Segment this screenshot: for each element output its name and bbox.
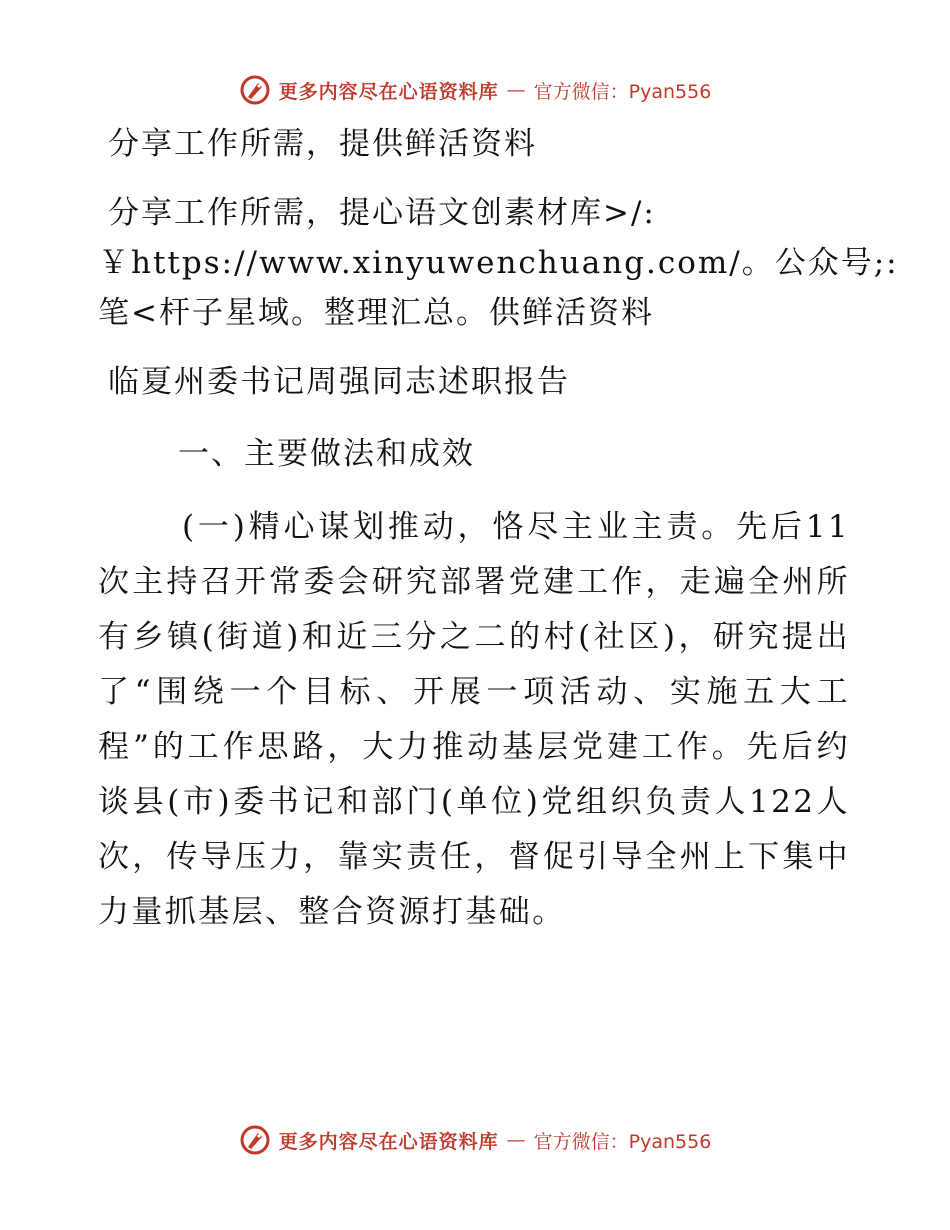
- document-title: 临夏州委书记周强同志述职报告: [108, 364, 570, 400]
- footer-banner: [0, 1120, 950, 1160]
- paragraph-1: (一)精心谋划推动，恪尽主业主责。先后11次主持召开常委会研究部署党建工作，走遍全州所有乡镇(街道)和近三分之二的村(社区)，研究提出了“围绕一个目标、开展一项活动、实施五大工程”的工作思路，大力推动基层党建工作。先后约谈县(市)委书记和部门(单位)党组织负责人122人次，传导压力，靠实责任，督促引导全州上下集中力量抓基层、整合资源打基础。: [98, 509, 850, 930]
- banner-separator: —: [506, 1129, 526, 1151]
- document-body: [98, 122, 899, 940]
- share-line-1: 分享工作所需，提心语文创素材库>/:: [108, 195, 656, 231]
- intro-line: 分享工作所需，提供鲜活资料: [108, 126, 537, 162]
- banner-separator: —: [506, 79, 526, 101]
- banner-text: 更多内容尽在心语资料库: [278, 1130, 499, 1153]
- header-banner: [0, 70, 950, 110]
- banner-wechat: 官方微信：Pyan556: [533, 1130, 712, 1153]
- banner-text: 更多内容尽在心语资料库: [278, 80, 499, 103]
- share-line-2: ￥https://www.xinyuwenchuang.com/。公众号;:: [98, 245, 899, 281]
- pen-nib-logo-icon: [239, 1124, 271, 1156]
- section-heading: 一、主要做法和成效: [178, 436, 475, 472]
- share-block: [98, 188, 899, 338]
- share-line-3: 笔<杆子星域。整理汇总。供鲜活资料: [98, 295, 654, 331]
- banner-wechat: 官方微信：Pyan556: [533, 80, 712, 103]
- pen-nib-logo-icon: [239, 74, 271, 106]
